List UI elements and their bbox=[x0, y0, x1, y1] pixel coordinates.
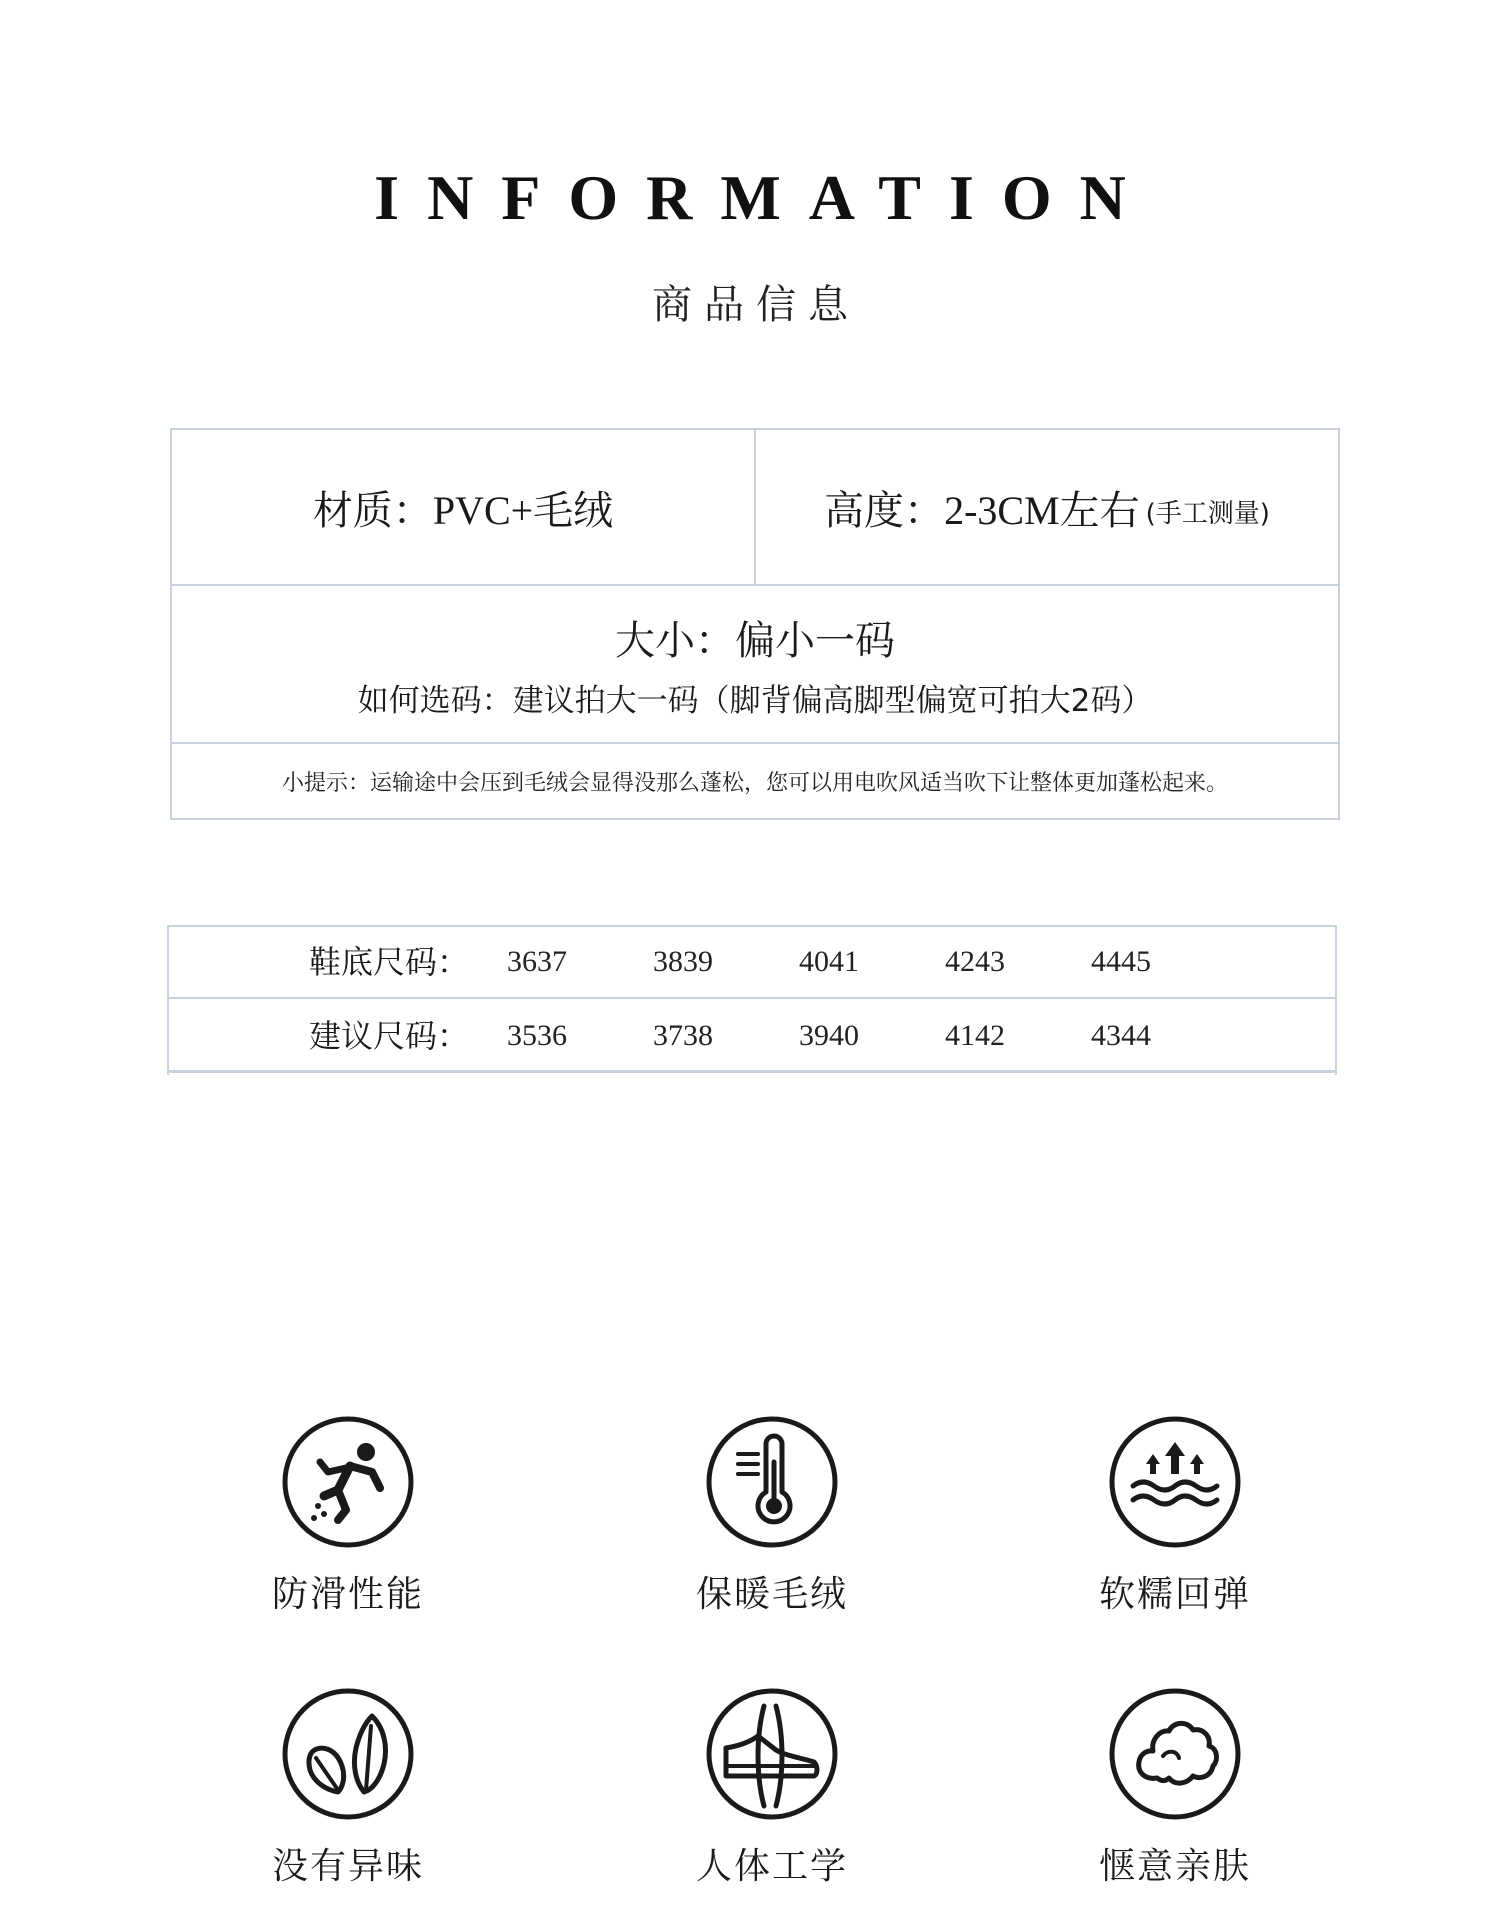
size-advice: 如何选码：建议拍大一码（脚背偏高脚型偏宽可拍大2码） bbox=[357, 683, 1153, 719]
size-value: 3738 bbox=[653, 1019, 713, 1052]
slip-person-icon bbox=[280, 1414, 416, 1550]
height-cell bbox=[756, 430, 1338, 584]
size-value: 3536 bbox=[507, 1019, 567, 1052]
material-label: 材质： bbox=[312, 487, 433, 534]
height-label: 高度： bbox=[824, 487, 945, 534]
rebound-waves-icon bbox=[1107, 1414, 1243, 1550]
feature-label: 保暖毛绒 bbox=[695, 1574, 848, 1615]
feature-warm-plush bbox=[652, 1414, 892, 1618]
feature-ergonomic bbox=[652, 1686, 892, 1890]
size-value: 3637 bbox=[507, 945, 567, 978]
leaves-icon bbox=[280, 1686, 416, 1822]
thermometer-icon bbox=[704, 1414, 840, 1550]
ergonomic-shoe-icon bbox=[704, 1686, 840, 1822]
feature-skin-friendly bbox=[1055, 1686, 1295, 1890]
height-note: (手工测量) bbox=[1145, 498, 1270, 529]
size-value: 4243 bbox=[945, 945, 1005, 978]
sole-size-label: 鞋底尺码： bbox=[309, 943, 470, 981]
material-cell bbox=[172, 430, 756, 584]
feature-label: 人体工学 bbox=[695, 1846, 848, 1887]
size-value: 4445 bbox=[1091, 945, 1151, 978]
size-title: 大小：偏小一码 bbox=[615, 618, 895, 664]
info-row-size bbox=[172, 586, 1338, 744]
recommended-size-label: 建议尺码： bbox=[309, 1017, 470, 1055]
feature-label: 没有异味 bbox=[271, 1846, 424, 1887]
size-value: 4041 bbox=[799, 945, 859, 978]
material-value: PVC+毛绒 bbox=[432, 487, 614, 533]
feature-anti-slip bbox=[228, 1414, 468, 1618]
height-value: 2-3CM左右 bbox=[944, 487, 1140, 533]
size-value: 4142 bbox=[945, 1019, 1005, 1052]
product-info-table bbox=[170, 428, 1340, 820]
cloud-icon bbox=[1107, 1686, 1243, 1822]
size-value: 4344 bbox=[1091, 1019, 1151, 1052]
size-value: 3839 bbox=[653, 945, 713, 978]
info-row-tip bbox=[172, 744, 1338, 818]
page-subtitle: 商品信息 bbox=[652, 282, 860, 328]
feature-label: 软糯回弹 bbox=[1098, 1574, 1251, 1615]
feature-label: 防滑性能 bbox=[271, 1574, 424, 1615]
size-table bbox=[167, 925, 1337, 1075]
page-title: INFORMATION bbox=[374, 162, 1154, 233]
table-row bbox=[169, 1001, 1335, 1073]
feature-label: 惬意亲肤 bbox=[1098, 1846, 1251, 1887]
feature-soft-rebound bbox=[1055, 1414, 1295, 1618]
feature-no-odor bbox=[228, 1686, 468, 1890]
size-value: 3940 bbox=[799, 1019, 859, 1052]
table-row bbox=[169, 927, 1335, 999]
info-row-material-height bbox=[172, 430, 1338, 586]
tip-text: 小提示：运输途中会压到毛绒会显得没那么蓬松，您可以用电吹风适当吹下让整体更加蓬松起来。 bbox=[281, 770, 1228, 796]
